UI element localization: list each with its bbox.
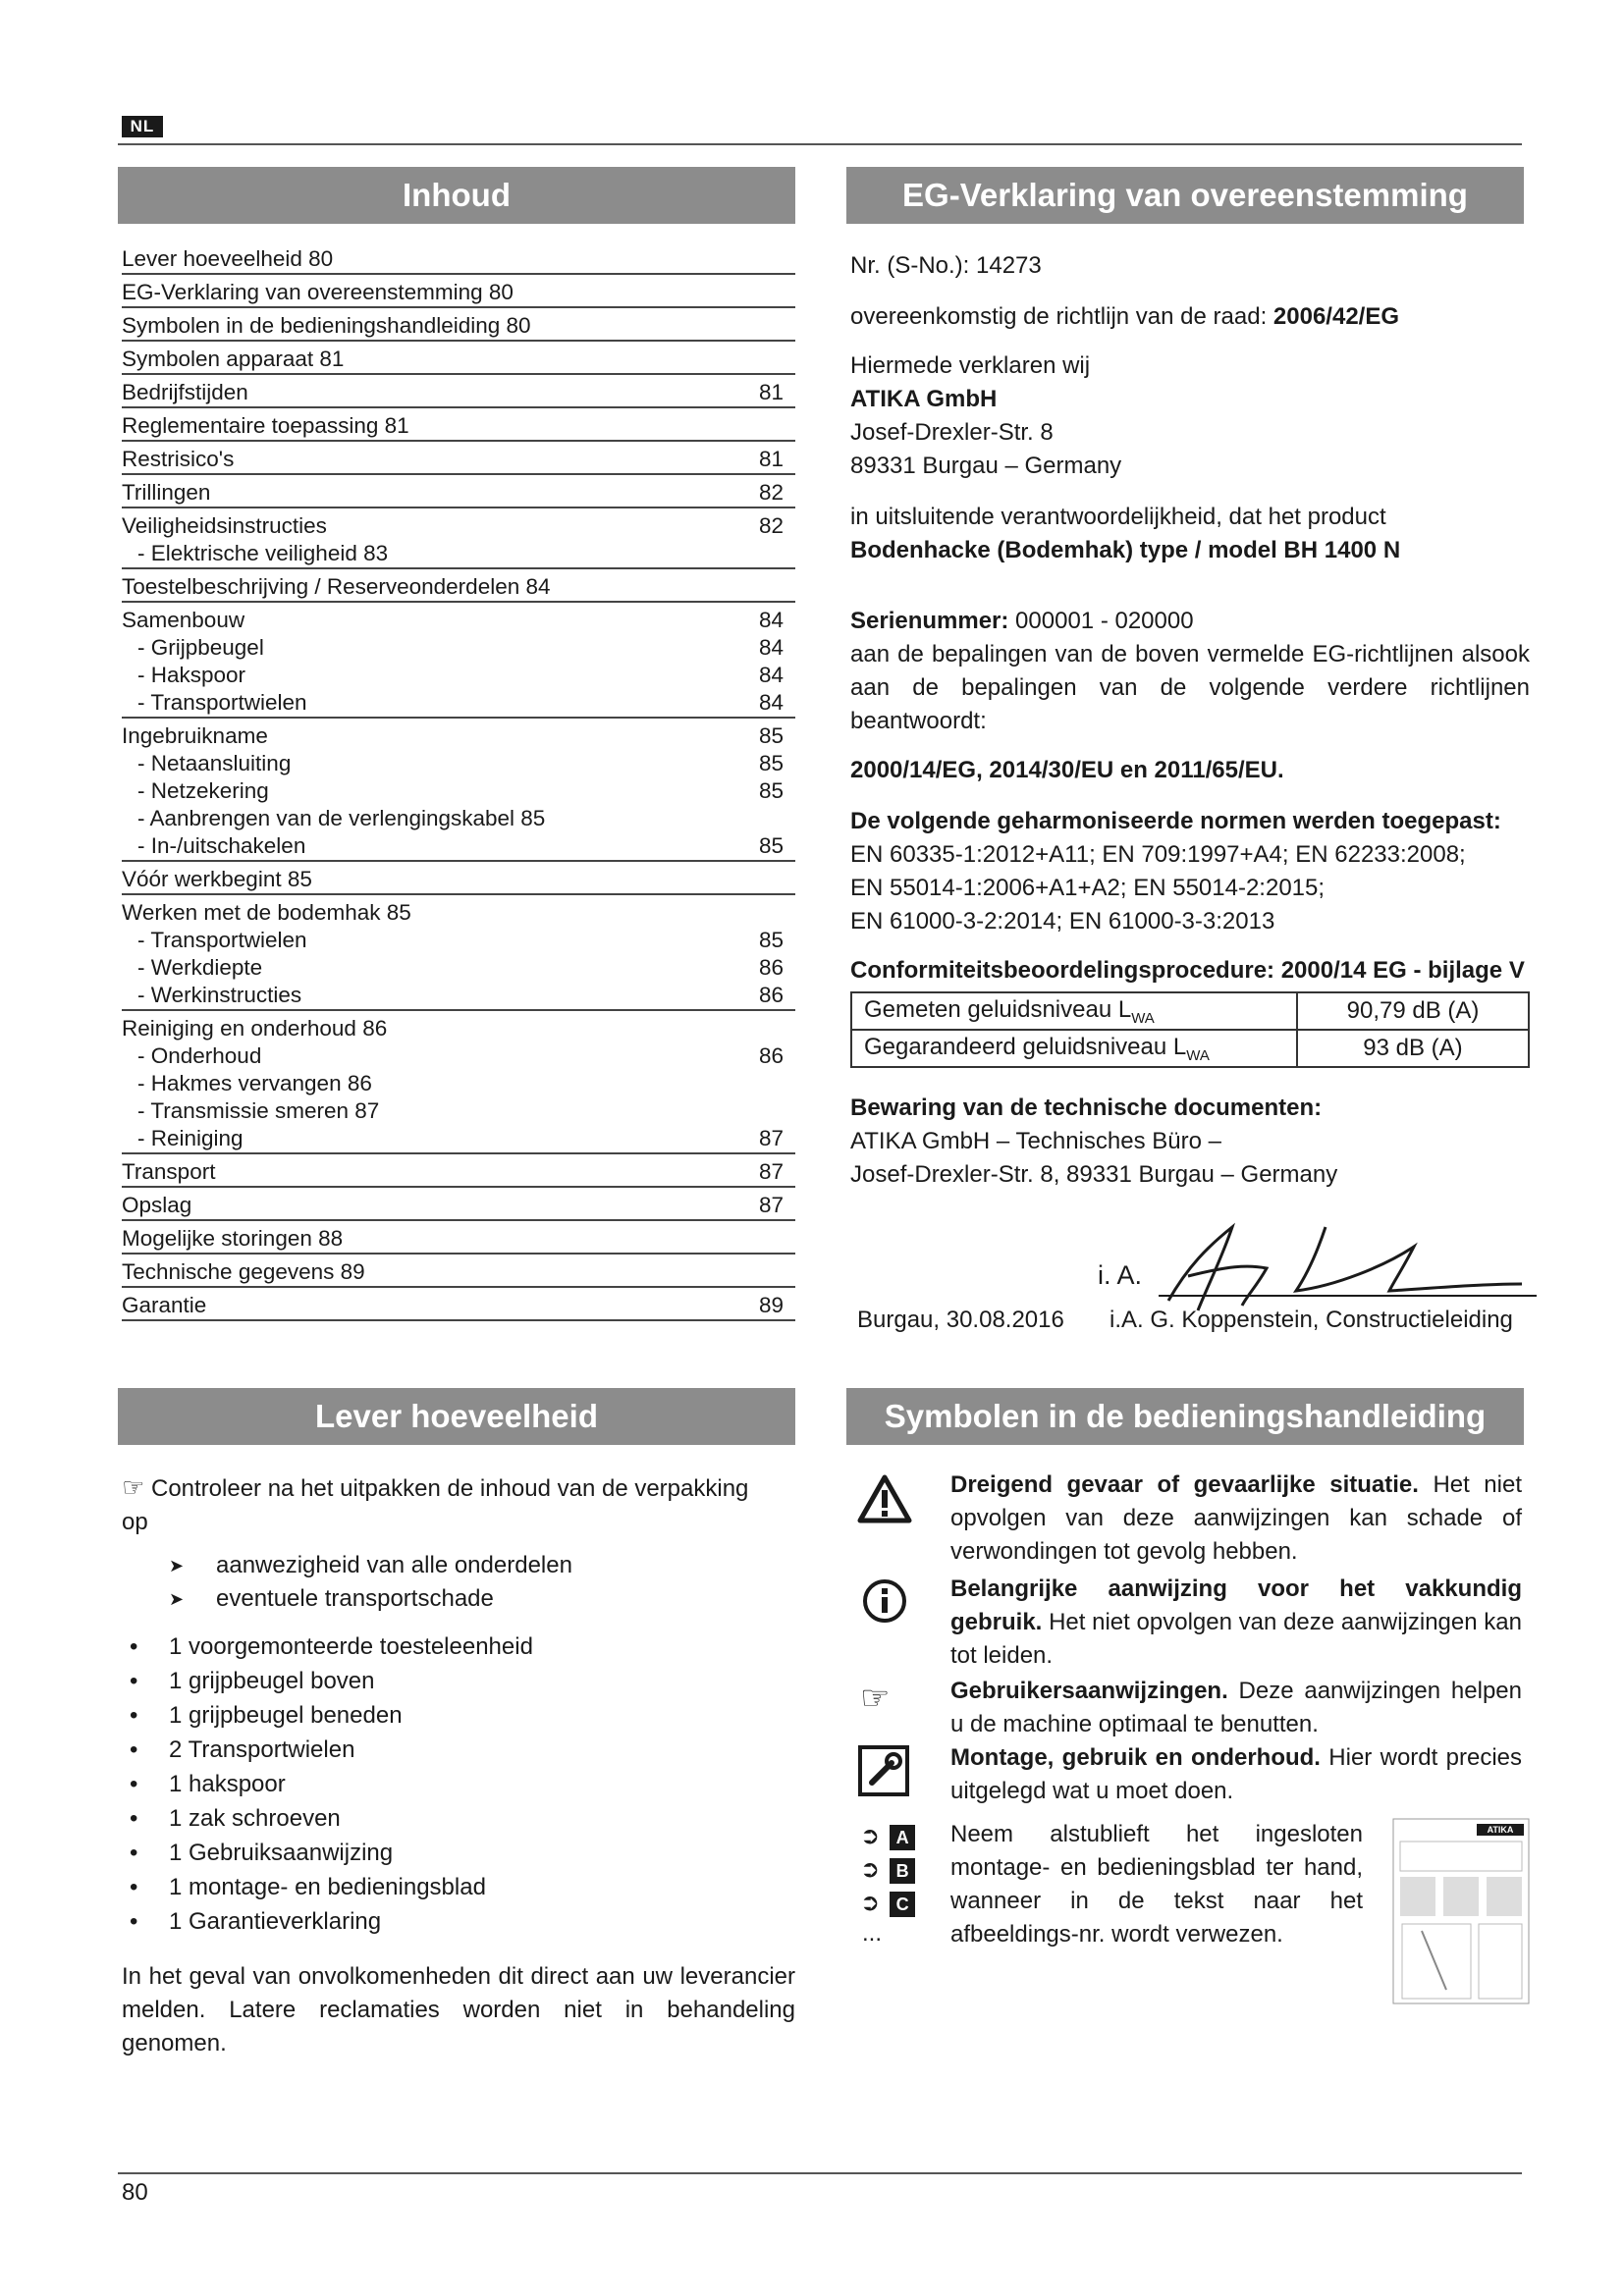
language-badge: NL [122, 116, 163, 137]
toc-entry: Werken met de bodemhak 85 [122, 900, 411, 925]
toc-entry: Opslag 87 [122, 1192, 795, 1221]
danger-description: Dreigend gevaar of gevaarlijke situatie. Het niet opvolgen van deze aanwijzingen kan schade of verwondingen tot gevolg hebben. [950, 1471, 1522, 1565]
figure-ref-c: ➲ C [860, 1889, 915, 1917]
toc-entry: Toestelbeschrijving / Reserveonderdelen 84 [122, 573, 795, 603]
docs-line-1: ATIKA GmbH – Technisches Büro – [850, 1128, 1221, 1154]
declare-line: Hiermede verklaren wij [850, 352, 1091, 379]
sound-label-1: Gemeten geluidsniveau $L_{WA}$ [851, 992, 1297, 1030]
bullet-icon: • [130, 1908, 138, 1935]
ia-label: i. A. [1098, 1260, 1143, 1290]
toc-entry: Lever hoeveelheid 80 [122, 245, 795, 275]
bullet-icon: • [130, 1633, 138, 1660]
symbols-title: Symbolen in de bedieningshandleiding [846, 1388, 1524, 1445]
sound-value-2: 93 dB (A) [1297, 1030, 1529, 1067]
product-line: Bodenhacke (Bodemhak) type / model BH 1400 N [850, 537, 1401, 563]
toc-entry: Veiligheidsinstructies 82 [122, 513, 784, 538]
company-street: Josef-Drexler-Str. 8 [850, 419, 1054, 446]
toc-entry: - Werkdiepte 86 [137, 955, 784, 980]
signature-image [1149, 1207, 1542, 1315]
toc-entry: - Grijpbeugel 84 [137, 635, 784, 660]
toc-entry: - Hakmes vervangen 86 [137, 1071, 372, 1095]
toc-entry: - Netzekering 85 [137, 778, 784, 803]
list-item: ➤ eventuele transportschade [122, 1582, 795, 1616]
norms-line-2: EN 55014-1:2006+A1+A2; EN 55014-2:2015; [850, 875, 1326, 901]
toc-title: Inhoud [118, 167, 795, 224]
delivery-section [122, 1470, 795, 2060]
sound-value-1: 90,79 dB (A) [1297, 992, 1529, 1030]
toc-entry: - Onderhoud 86 [137, 1043, 784, 1068]
serial-line: Serienummer: 000001 - 020000 [850, 608, 1194, 634]
figure-ref-more: ... [862, 1920, 883, 1947]
toc-entry: - Hakspoor 84 [137, 663, 784, 687]
toc-entry: Reiniging en onderhoud 86 [122, 1016, 388, 1041]
figure-description: Neem alstublieft het ingesloten montage- en bedieningsblad ter hand, wanneer in de tekst naar het afbeeldings-nr. wordt verwezen. [950, 1821, 1363, 1948]
figure-ref-a: ➲ A [860, 1822, 915, 1850]
arrow-bullet-icon: ➤ [169, 1556, 185, 1575]
bullet-icon: • [130, 1805, 138, 1832]
toc-entry: - Werkinstructies 86 [122, 982, 795, 1011]
company-name: ATIKA GmbH [850, 386, 998, 412]
delivery-title: Lever hoeveelheid [118, 1388, 795, 1445]
assembly-sheet-thumbnail [1392, 1818, 1530, 2004]
docs-line-2: Josef-Drexler-Str. 8, 89331 Burgau – Germany [850, 1161, 1338, 1188]
header-rule [118, 143, 1522, 145]
company-city: 89331 Burgau – Germany [850, 453, 1122, 479]
other-directives: 2000/14/EG, 2014/30/EU en 2011/65/EU. [850, 757, 1284, 783]
toc-entry: EG-Verklaring van overeenstemming 80 [122, 279, 795, 308]
delivery-intro: ☞ Controleer na het uitpakken de inhoud van de verpakking [122, 1472, 749, 1502]
toc-entry: Garantie 89 [122, 1292, 795, 1321]
toc-entry: - Netaansluiting 85 [137, 751, 784, 775]
bullet-icon: • [130, 1874, 138, 1900]
bullet-icon: • [130, 1702, 138, 1729]
list-item: • 1 Garantieverklaring [122, 1904, 795, 1939]
declaration-title: EG-Verklaring van overeenstemming [846, 167, 1524, 224]
bullet-icon: • [130, 1668, 138, 1694]
toc-entry: Mogelijke storingen 88 [122, 1225, 795, 1255]
info-description: Belangrijke aanwijzing voor het vakkundig gebruik. Het niet opvolgen van deze aanwijzingen kan tot leiden. [950, 1575, 1522, 1669]
directive-line: overeenkomstig de richtlijn van de raad: 2006/42/EG [850, 303, 1400, 330]
toc-entry: - Reiniging 87 [122, 1125, 795, 1154]
toc-entry: Samenbouw 84 [122, 608, 784, 632]
sound-label-2: Gegarandeerd geluidsniveau $L_{WA}$ [851, 1030, 1297, 1067]
assembly-description: Montage, gebruik en onderhoud. Hier wordt precies uitgelegd wat u moet doen. [950, 1744, 1522, 1804]
bullet-icon: • [130, 1840, 138, 1866]
sound-table [850, 991, 1530, 1068]
footer-rule [118, 2172, 1522, 2174]
figure-ref-b: ➲ B [860, 1855, 915, 1884]
wrench-icon [858, 1745, 909, 1796]
warning-triangle-icon [857, 1474, 912, 1523]
toc-entry: Technische gegevens 89 [122, 1258, 795, 1288]
conformity-line: Conformiteitsbeoordelingsprocedure: 2000/14 EG - bijlage V [850, 957, 1525, 984]
signatory: i.A. G. Koppenstein, Constructieleiding [1110, 1307, 1513, 1333]
table-row [851, 992, 1529, 1030]
page-number: 80 [122, 2179, 148, 2206]
toc-entry: - In-/uitschakelen 85 [122, 832, 795, 862]
list-item: • 1 hakspoor [122, 1767, 795, 1801]
list-item: • 2 Transportwielen [122, 1733, 795, 1767]
norms-line-1: EN 60335-1:2012+A11; EN 709:1997+A4; EN 62233:2008; [850, 841, 1466, 868]
responsibility-line: in uitsluitende verantwoordelijkheid, dat het product [850, 504, 1386, 530]
info-icon [862, 1578, 907, 1624]
hand-pointer-icon: ☞ [860, 1680, 891, 1717]
toc-entry: - Transmissie smeren 87 [137, 1098, 380, 1123]
list-item: • 1 grijpbeugel beneden [122, 1698, 795, 1733]
place-date: Burgau, 30.08.2016 [857, 1307, 1064, 1333]
bullet-icon: • [130, 1771, 138, 1797]
table-of-contents [122, 245, 795, 1325]
arrow-bullet-icon: ➤ [169, 1589, 185, 1609]
bullet-icon: • [130, 1736, 138, 1763]
toc-entry: Reglementaire toepassing 81 [122, 412, 795, 442]
user-description: Gebruikersaanwijzingen. Deze aanwijzingen helpen u de machine optimaal te benutten. [950, 1678, 1522, 1737]
list-item: • 1 grijpbeugel boven [122, 1664, 795, 1698]
toc-entry: Vóór werkbegint 85 [122, 866, 795, 895]
toc-entry: - Transportwielen 84 [122, 689, 795, 719]
toc-entry: Symbolen in de bedieningshandleiding 80 [122, 312, 795, 342]
docs-heading: Bewaring van de technische documenten: [850, 1095, 1323, 1121]
list-item: • 1 zak schroeven [122, 1801, 795, 1836]
check-list [122, 1549, 795, 1616]
toc-entry: Ingebruikname 85 [122, 723, 784, 748]
toc-entry: - Transportwielen 85 [137, 928, 784, 952]
norms-heading: De volgende geharmoniseerde normen werden toegepast: [850, 808, 1501, 834]
compliance-text: aan de bepalingen van de boven vermelde EG-richtlijnen alsook aan de bepalingen van de volgende verdere richtlijnen beantwoordt: [850, 641, 1530, 734]
table-row [851, 1030, 1529, 1067]
toc-entry: Bedrijfstijden 81 [122, 379, 795, 408]
toc-entry: - Aanbrengen van de verlengingskabel 85 [137, 806, 546, 830]
norms-line-3: EN 61000-3-2:2014; EN 61000-3-3:2013 [850, 908, 1275, 934]
declaration-body [850, 249, 1528, 1192]
delivery-closing: In het geval van onvolkomenheden dit direct aan uw leverancier melden. Latere reclamaties worden niet in behandeling genomen. [122, 1963, 795, 2056]
hand-pointer-icon: ☞ [122, 1472, 145, 1502]
declaration-number: Nr. (S-No.): 14273 [850, 252, 1042, 279]
sheet-brand: ATIKA [1487, 1825, 1514, 1835]
toc-entry: - Elektrische veiligheid 83 [122, 540, 795, 569]
toc-entry: Restrisico's 81 [122, 446, 795, 475]
delivery-items [122, 1629, 795, 1939]
list-item: ➤ aanwezigheid van alle onderdelen [122, 1549, 795, 1582]
list-item: • 1 voorgemonteerde toesteleenheid [122, 1629, 795, 1664]
toc-entry: Trillingen 82 [122, 479, 795, 508]
list-item: • 1 montage- en bedieningsblad [122, 1870, 795, 1904]
list-item: • 1 Gebruiksaanwijzing [122, 1836, 795, 1870]
toc-entry: Transport 87 [122, 1158, 795, 1188]
toc-entry: Symbolen apparaat 81 [122, 346, 795, 375]
delivery-intro-cont: op [122, 1509, 148, 1535]
